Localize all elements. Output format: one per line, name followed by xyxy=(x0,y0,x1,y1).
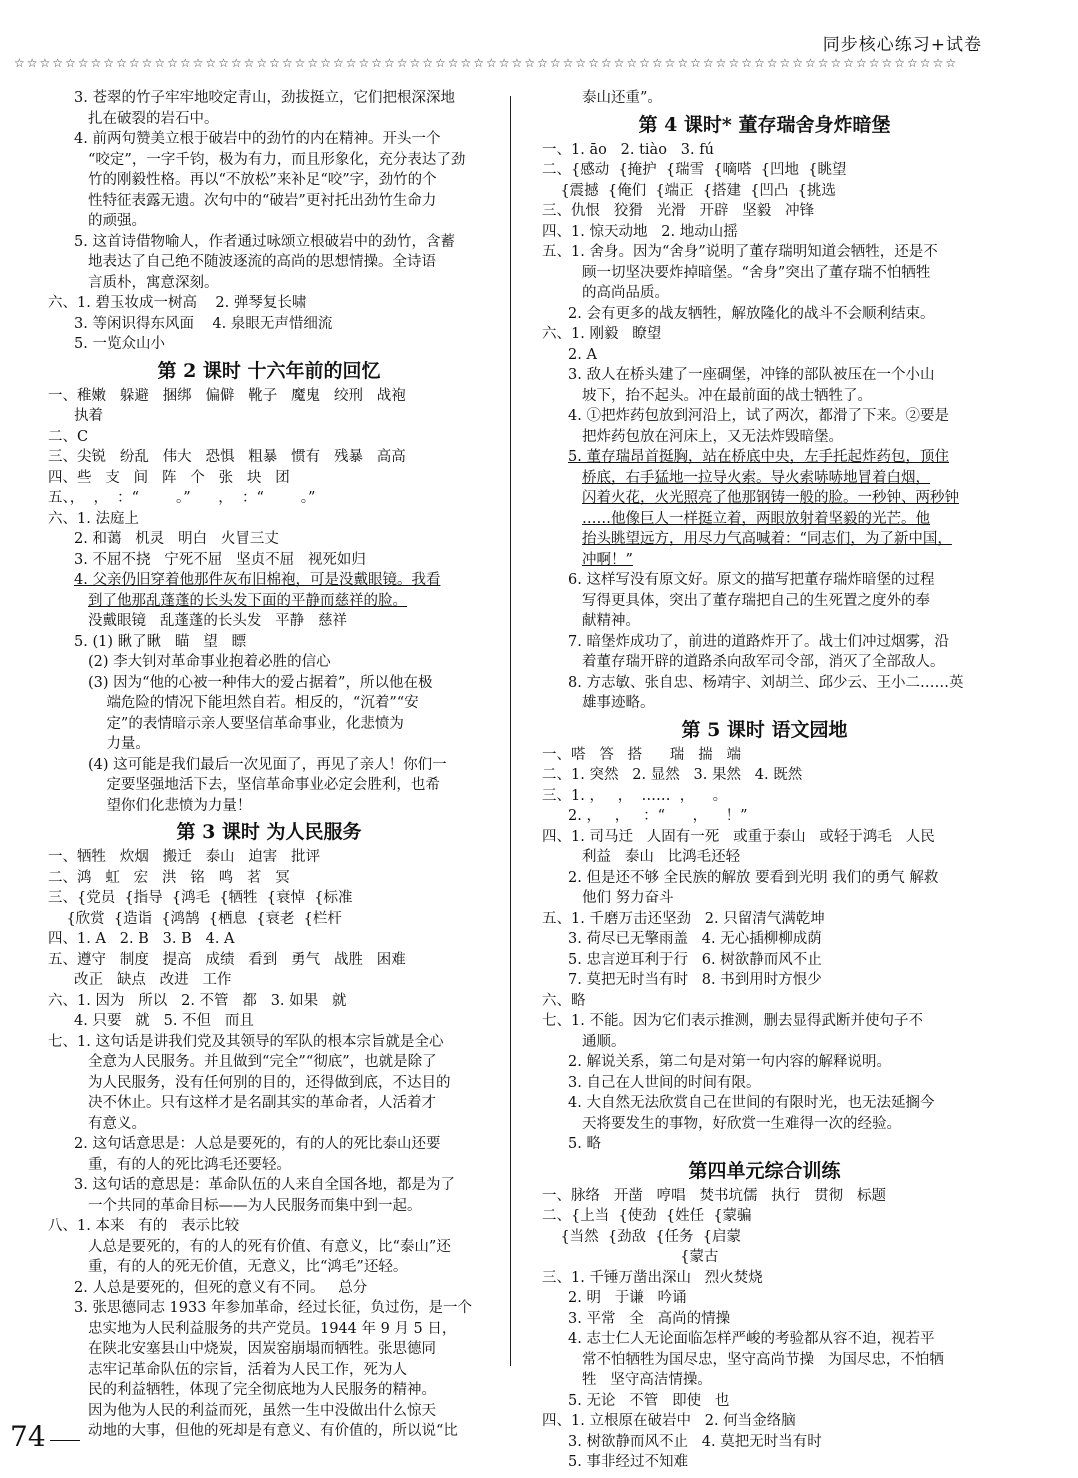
answer-line: 四、1. A 2. B 3. B 4. A xyxy=(48,931,235,947)
answer-line: 端危险的情况下能坦然自若。相反的，“沉着”“安 xyxy=(88,695,419,711)
answer-line: 重，有的人的死无价值，无意义，比“鸿毛”还轻。 xyxy=(88,1259,408,1275)
answer-line: 六、1. 刚毅 瞭望 xyxy=(542,326,662,342)
answer-line: 六、1. 因为 所以 2. 不管 都 3. 如果 就 xyxy=(48,992,347,1009)
answer-line: 4. 大自然无法欣赏自己在世间的有限时光，也无法延搁今 xyxy=(568,1095,935,1111)
answer-line: 把炸药包放在河床上，又无法炸毁暗堡。 xyxy=(582,428,843,445)
answer-line: 3. 平常 全 高尚的情操 xyxy=(568,1310,731,1327)
answer-line: 定要坚强地活下去，坚信革命事业必定会胜利，也希 xyxy=(88,777,440,793)
answer-line: 5. 董存瑞昂首挺胸，站在桥底中央，左手托起炸药包，顶住 xyxy=(568,449,949,465)
answer-line: 顾一切坚决要炸掉暗堡。“舍身”突出了董存瑞不怕牺牲 xyxy=(582,264,931,281)
answer-line: 3. 不屈不挠 宁死不屈 坚贞不屈 视死如归 xyxy=(74,551,366,568)
answer-line: 通顺。 xyxy=(582,1033,626,1050)
answer-line: 3. 自己在人世间的时间有限。 xyxy=(568,1074,761,1091)
answer-line: {当然 {劲敌 {任务 {启蒙 xyxy=(542,1228,741,1245)
answer-line: 3. 树欲静而风不止 4. 莫把无时当有时 xyxy=(568,1433,822,1450)
answer-line: 三、仇恨 狡猾 光滑 开辟 坚毅 冲锋 xyxy=(542,203,815,219)
answer-line: 一、牺牲 炊烟 搬迁 泰山 迫害 批评 xyxy=(48,849,321,865)
answer-line: 二、{感动 {掩护 {瑞雪 {嘀嗒 {凹地 {眺望 xyxy=(542,162,847,178)
answer-line: 5. 事非经过不知难 xyxy=(568,1454,688,1470)
answer-line: 4. 只要 就 5. 不但 而且 xyxy=(74,1013,254,1029)
answer-line: 望你们化悲愤为力量！ xyxy=(88,797,252,814)
answer-line: 六、1. 碧玉妆成一树高 2. 弹琴复长啸 xyxy=(48,295,307,311)
answer-line: 2. 人总是要死的，但死的意义有不同。 总分 xyxy=(74,1279,368,1296)
answer-line: 天将要发生的事物，好欣赏一生难得一次的经验。 xyxy=(582,1115,901,1132)
answer-line: “咬定”，一字千钧，极为有力，而且形象化，充分表达了劲 xyxy=(88,151,466,168)
answer-line: 3. 等闲识得东风面 4. 泉眼无声惜细流 xyxy=(74,315,333,332)
answer-line: 因为他为人民的利益而死，虽然一生中没做出什么惊天 xyxy=(88,1402,436,1419)
answer-line: 他们 努力奋斗 xyxy=(582,890,674,906)
answer-line: 3. 荷尽已无擎雨盖 4. 无心插柳柳成荫 xyxy=(568,931,822,947)
answer-line: 4. 志士仁人无论面临怎样严峻的考验都从容不迫，视若平 xyxy=(568,1331,935,1347)
answer-line: 2. 明 于谦 吟诵 xyxy=(568,1290,687,1306)
answer-line: 五、， ， ：“ 。” ， ：“ 。” xyxy=(48,490,316,506)
answer-line: 献精神。 xyxy=(582,613,640,629)
answer-line: 冲啊！” xyxy=(582,551,633,568)
answer-line: 7. 莫把无时当有时 8. 书到用时方恨少 xyxy=(568,972,822,988)
answer-line: 2. ， ， ：“ ， ！” xyxy=(568,808,748,824)
answer-line: 在陕北安塞县山中烧炭，因炭窑崩塌而牺牲。张思德同 xyxy=(88,1341,436,1357)
left-column xyxy=(48,88,490,1442)
answer-line: 抬头眺望远方，用尽力气高喊着：“同志们，为了新中国， xyxy=(582,531,952,547)
answer-line: 5. 一览众山小 xyxy=(74,336,165,352)
page-number-rule xyxy=(50,1440,80,1441)
answer-line: (2) 李大钊对革命事业抱着必胜的信心 xyxy=(88,654,331,670)
answer-line: 5. (1) 瞅了瞅 瞄 望 瞟 xyxy=(74,633,247,650)
page-header-title: 同步核心练习+试卷 xyxy=(822,35,982,55)
answer-line: 地表达了自己绝不随波逐流的高尚的思想情操。全诗语 xyxy=(88,254,436,270)
answer-line: ……他像巨人一样挺立着，两眼放射着坚毅的光芒。他 xyxy=(582,510,930,527)
answer-line: 一、嗒 答 搭 瑞 揣 端 xyxy=(542,746,741,763)
answer-line: 到了他那乱蓬蓬的长头发下面的平静而慈祥的脸。 xyxy=(88,592,407,609)
answer-line: 七、1. 这句话是讲我们党及其领导的军队的根本宗旨就是全心 xyxy=(48,1033,444,1050)
answer-line: 三、尖锐 纷乱 伟大 恐惧 粗暴 惯有 残暴 高高 xyxy=(48,449,406,465)
answer-line: 扎在破裂的岩石中。 xyxy=(88,110,219,127)
answer-line: 3. 这句话的意思是：革命队伍的人来自全国各地，都是为了 xyxy=(74,1177,455,1193)
answer-line: 一个共同的革命目标——为人民服务而集中到一起。 xyxy=(88,1197,422,1214)
answer-line: 雄事迹略。 xyxy=(582,695,655,711)
section-heading: 第 3 课时 为人民服务 xyxy=(176,821,362,843)
answer-line: 牲 坚守高洁情操。 xyxy=(582,1372,712,1388)
answer-line: (3) 因为“他的心被一种伟大的爱占据着”，所以他在极 xyxy=(88,674,433,691)
answer-line: 四、1. 司马迁 人固有一死 或重于泰山 或轻于鸿毛 人民 xyxy=(542,828,935,845)
answer-line: 一、脉络 开凿 哼唱 焚书坑儒 执行 贯彻 标题 xyxy=(542,1187,886,1204)
answer-line: 民的利益牺牲，体现了完全彻底地为人民服务的精神。 xyxy=(88,1382,436,1398)
answer-line: 言质朴，寓意深刻。 xyxy=(88,274,219,291)
answer-line: 二、C xyxy=(48,428,89,445)
answer-line: 5. 无论 不管 即使 也 xyxy=(568,1392,730,1409)
answer-line: 4. 前两句赞美立根于破岩中的劲竹的内在精神。开头一个 xyxy=(74,131,441,147)
section-heading: 第 5 课时 语文园地 xyxy=(681,718,848,741)
answer-line: 七、1. 不能。因为它们表示推测，删去显得武断并使句子不 xyxy=(542,1013,923,1029)
answer-line: 3. 张思德同志 1933 年参加革命，经过长征，负过伤，是一个 xyxy=(74,1300,473,1316)
answer-line: 的顽强。 xyxy=(88,213,146,229)
answer-line: 三、1. 千锤万凿出深山 烈火焚烧 xyxy=(542,1269,763,1286)
answer-line: 2. 这句话意思是：人总是要死的，有的人的死比泰山还要 xyxy=(74,1136,441,1152)
answer-line: 闪着火花，火光照亮了他那钢铸一般的脸。一秒钟、两秒钟 xyxy=(582,490,959,506)
answer-line: 四、1. 立根原在破岩中 2. 何当金络脑 xyxy=(542,1413,796,1429)
answer-line: 六、1. 法庭上 xyxy=(48,510,139,527)
answer-line: 二、1. 突然 2. 显然 3. 果然 4. 既然 xyxy=(542,767,803,783)
answer-line: 桥底，右手猛地一拉导火索。导火索哧哧地冒着白烟， xyxy=(582,469,930,486)
answer-line: 忠实地为人民利益服务的共产党员。1944 年 9 月 5 日， xyxy=(88,1320,457,1337)
answer-line: 重，有的人的死比鸿毛还要轻。 xyxy=(88,1156,291,1173)
answer-line: 四、些 支 间 阵 个 张 块 团 xyxy=(48,469,290,486)
answer-line: 的高尚品质。 xyxy=(582,285,669,301)
column-divider xyxy=(510,96,511,1366)
answer-line: 2. A xyxy=(568,346,597,363)
answer-line: 竹的刚毅性格。再以“不放松”来补足“咬”字，劲竹的个 xyxy=(88,172,437,188)
answer-line: 5. 这首诗借物喻人，作者通过咏颂立根破岩中的劲竹，含蓄 xyxy=(74,233,455,250)
answer-line: 一、1. āo 2. tiào 3. fú xyxy=(542,141,714,158)
answer-line: 决不休止。只有这样才是名副其实的革命者，人活着才 xyxy=(88,1095,436,1111)
answer-line: 定”的表情暗示亲人要坚信革命事业，化悲愤为 xyxy=(88,715,404,732)
answer-line: 8. 方志敏、张自忠、杨靖宇、刘胡兰、邱少云、王小二……英 xyxy=(568,674,964,691)
right-column xyxy=(542,88,987,1473)
section-heading: 第 4 课时* 董存瑞舍身炸暗堡 xyxy=(638,113,891,136)
answer-line: (4) 这可能是我们最后一次见面了，再见了亲人！你们一 xyxy=(88,756,447,773)
answer-line: 全意为人民服务。并且做到“完全”“彻底”，也就是除了 xyxy=(88,1054,437,1070)
answer-line: 着董存瑞开辟的道路杀向敌军司令部，消灭了全部敌人。 xyxy=(582,654,945,670)
page-number: 74 xyxy=(10,1420,46,1453)
answer-line: 2. 会有更多的战友牺牲，解放隆化的战斗不会顺利结束。 xyxy=(568,305,935,322)
answer-line: 7. 暗堡炸成功了，前进的道路炸开了。战士们冲过烟雾，沿 xyxy=(568,633,949,650)
answer-line: 六、略 xyxy=(542,992,586,1009)
answer-line: 人总是要死的，有的人的死有价值、有意义，比“泰山”还 xyxy=(88,1238,451,1255)
answer-line: 三、1. ， ， …… ， 。 xyxy=(542,787,728,804)
answer-line: 坡下，抬不起头。冲在最前面的战士牺牲了。 xyxy=(582,387,872,404)
answer-line: 志牢记革命队伍的宗旨，活着为人民工作，死为人 xyxy=(88,1361,407,1378)
section-heading: 第四单元综合训练 xyxy=(688,1159,841,1182)
answer-line: 6. 这样写没有原文好。原文的描写把董存瑞炸暗堡的过程 xyxy=(568,572,935,588)
answer-line: 二、{上当 {使劲 {姓任 {蒙骗 xyxy=(542,1208,752,1224)
answer-line: 3. 苍翠的竹子牢牢地咬定青山，劲拔挺立，它们把根深深地 xyxy=(74,90,455,106)
answer-line: 5. 忠言逆耳利于行 6. 树欲静而风不止 xyxy=(568,951,822,968)
answer-line: 4. 父亲仍旧穿着他那件灰布旧棉袍，可是没戴眼镜。我看 xyxy=(74,572,441,588)
answer-line: 四、1. 惊天动地 2. 地动山摇 xyxy=(542,223,738,240)
answer-line: 一、稚嫩 躲避 捆绑 偏僻 靴子 魔鬼 绞刑 战袍 xyxy=(48,387,406,404)
answer-line: 五、1. 千磨万击还坚劲 2. 只留清气满乾坤 xyxy=(542,910,825,927)
answer-line: 利益 泰山 比鸿毛还轻 xyxy=(582,849,741,865)
answer-line: 五、遵守 制度 提高 成绩 看到 勇气 战胜 困难 xyxy=(48,951,406,968)
answer-line: 2. 解说关系，第二句是对第一句内容的解释说明。 xyxy=(568,1054,891,1070)
answer-line: 动地的大事，但他的死却是有意义、有价值的，所以说“比 xyxy=(88,1423,458,1439)
answer-line: 泰山还重”。 xyxy=(582,90,662,106)
answer-line: 2. 和蔼 机灵 明白 火冒三丈 xyxy=(74,531,279,547)
answer-line: 5. 略 xyxy=(568,1136,601,1152)
answer-line: 力量。 xyxy=(88,736,150,752)
section-heading: 第 2 课时 十六年前的回忆 xyxy=(157,359,381,382)
answer-line: 三、{党员 {指导 {鸿毛 {牺牲 {衰悼 {标准 xyxy=(48,890,353,906)
star-border: ☆☆☆☆☆☆☆☆☆☆☆☆☆☆☆☆☆☆☆☆☆☆☆☆☆☆☆☆☆☆☆☆☆☆☆☆☆☆☆☆☆☆☆☆☆☆☆☆☆☆☆☆☆☆☆☆☆☆☆☆☆☆☆☆☆☆☆☆☆☆☆☆☆☆ xyxy=(14,56,959,70)
answer-line: 2. 但是还不够 全民族的解放 要看到光明 我们的勇气 解救 xyxy=(568,869,939,886)
answer-line: {欣赏 {造诣 {鸿鹄 {栖息 {衰老 {栏杆 xyxy=(48,910,342,927)
answer-line: 二、鸿 虹 宏 洪 铭 鸣 茗 冥 xyxy=(48,869,290,886)
answer-line: 没戴眼镜 乱蓬蓬的长头发 平静 慈祥 xyxy=(88,613,347,629)
answer-line: 执着 xyxy=(74,408,103,424)
answer-line: 八、1. 本来 有的 表示比较 xyxy=(48,1218,240,1234)
answer-line: 五、1. 舍身。因为“舍身”说明了董存瑞明知道会牺牲，还是不 xyxy=(542,244,938,260)
answer-line: {震撼 {俺们 {端正 {搭建 {凹凸 {挑选 xyxy=(542,182,836,199)
answer-line: 性特征表露无遗。次句中的“破岩”更衬托出劲竹生命力 xyxy=(88,192,437,209)
answer-line: 3. 敌人在桥头建了一座碉堡，冲锋的部队被压在一个小山 xyxy=(568,367,935,383)
answer-line: {蒙古 xyxy=(542,1249,719,1265)
answer-line: 常不怕牺牲为国尽忠，坚守高尚节操 为国尽忠，不怕牺 xyxy=(582,1351,944,1368)
answer-line: 有意义。 xyxy=(88,1115,146,1132)
answer-line: 4. ①把炸药包放到河沿上，试了两次，都滑了下来。②要是 xyxy=(568,408,949,424)
answer-line: 改正 缺点 改进 工作 xyxy=(74,972,232,988)
answer-line: 写得更具体，突出了董存瑞把自己的生死置之度外的奉 xyxy=(582,592,930,609)
answer-line: 为人民服务，没有任何别的目的，还得做到底，不达目的 xyxy=(88,1074,451,1091)
